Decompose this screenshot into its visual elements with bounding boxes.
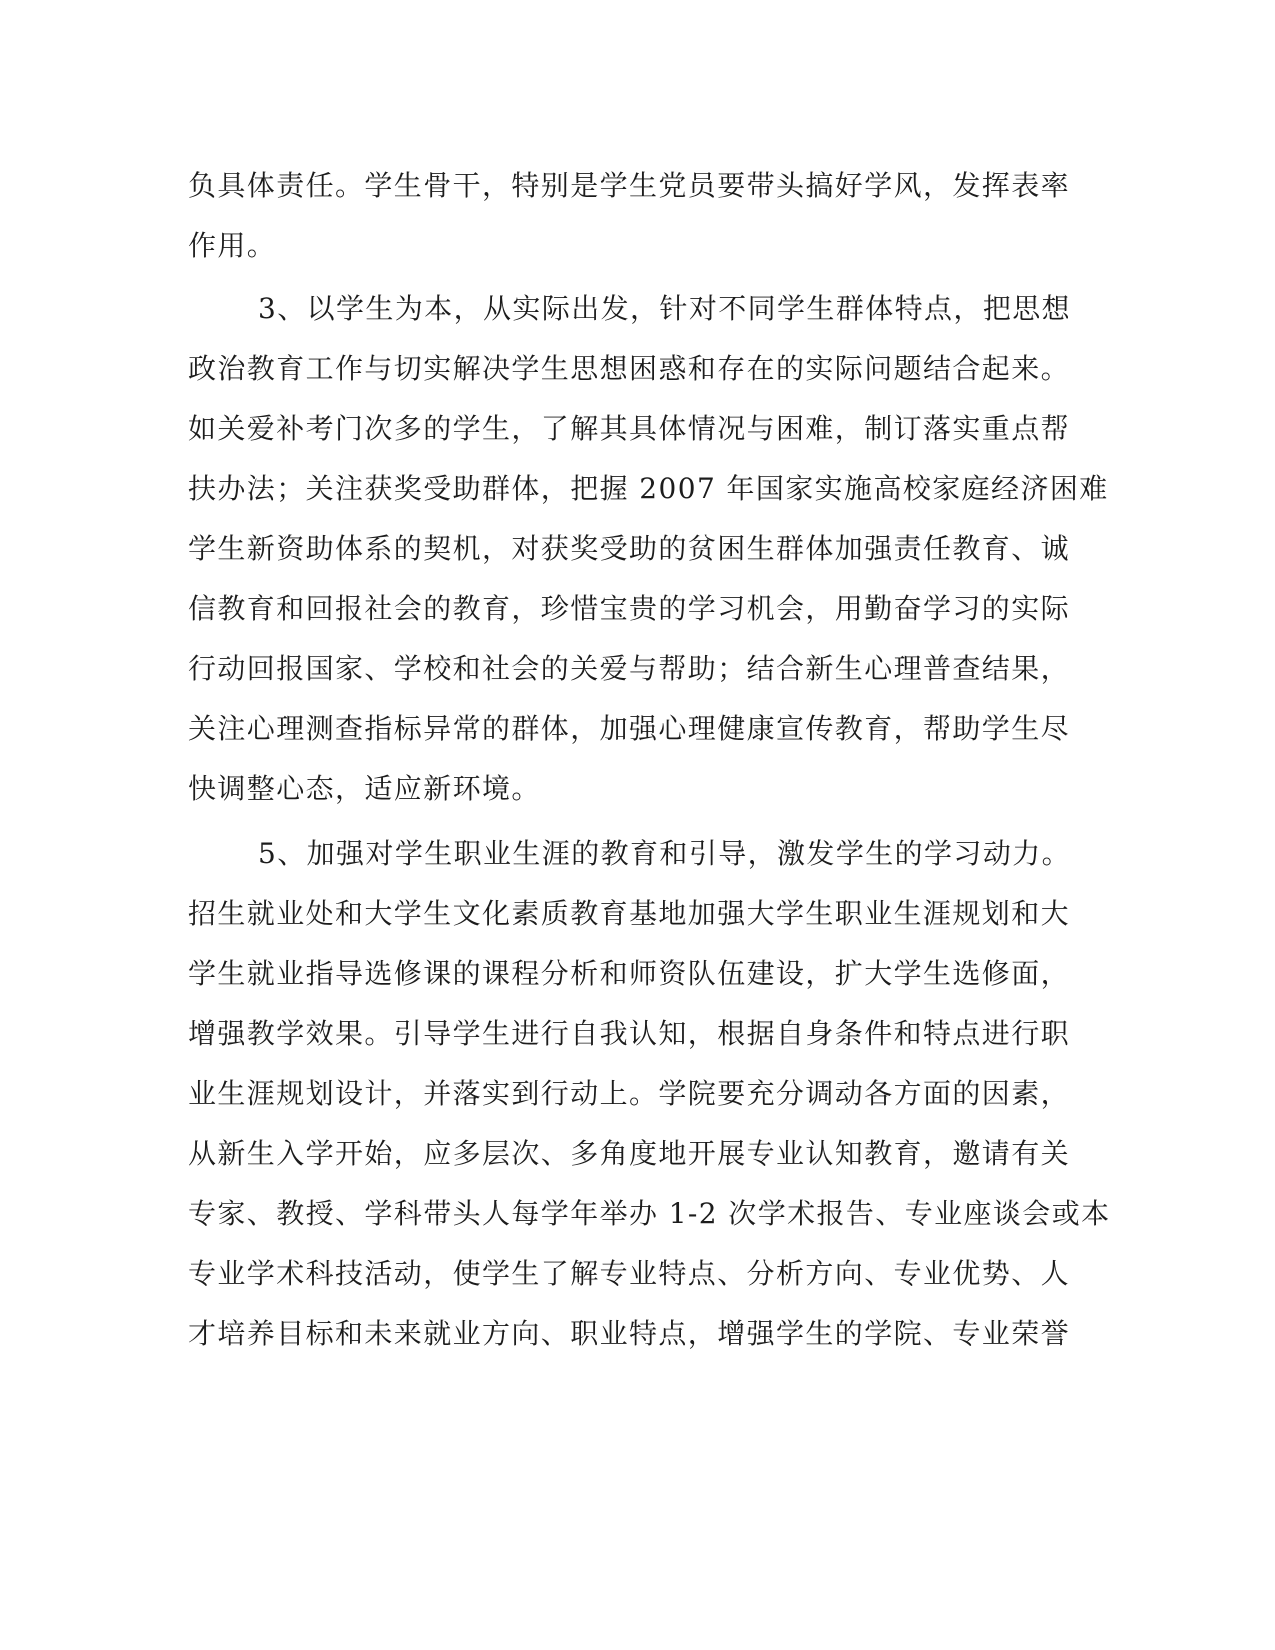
- text-line: 作用。: [188, 229, 277, 262]
- paragraph-5: [188, 824, 1111, 1364]
- paragraph-3: [188, 279, 1109, 819]
- text-line: 3、以学生为本，从实际出发，针对不同学生群体特点，把思想: [258, 292, 1072, 325]
- text-line: 如关爱补考门次多的学生，了解其具体情况与困难，制订落实重点帮: [188, 412, 1071, 445]
- text-line: 负具体责任。学生骨干，特别是学生党员要带头搞好学风，发挥表率: [188, 169, 1071, 202]
- text-line: 行动回报国家、学校和社会的关爱与帮助；结合新生心理普查结果，: [188, 652, 1071, 685]
- text-line: 增强教学效果。引导学生进行自我认知，根据自身条件和特点进行职: [188, 1017, 1071, 1050]
- text-line: 扶办法；关注获奖受助群体，把握 2007 年国家实施高校家庭经济困难: [188, 472, 1109, 505]
- body-text: [188, 156, 1111, 1364]
- text-line: 专业学术科技活动，使学生了解专业特点、分析方向、专业优势、人: [188, 1257, 1071, 1290]
- text-line: 5、加强对学生职业生涯的教育和引导，激发学生的学习动力。: [258, 837, 1072, 870]
- text-line: 招生就业处和大学生文化素质教育基地加强大学生职业生涯规划和大: [188, 897, 1071, 930]
- text-line: 关注心理测查指标异常的群体，加强心理健康宣传教育，帮助学生尽: [188, 712, 1071, 745]
- text-line: 快调整心态，适应新环境。: [188, 772, 541, 805]
- text-line: 学生就业指导选修课的课程分析和师资队伍建设，扩大学生选修面，: [188, 957, 1071, 990]
- text-line: 政治教育工作与切实解决学生思想困惑和存在的实际问题结合起来。: [188, 352, 1071, 385]
- text-line: 从新生入学开始，应多层次、多角度地开展专业认知教育，邀请有关: [188, 1137, 1071, 1170]
- text-line: 才培养目标和未来就业方向、职业特点，增强学生的学院、专业荣誉: [188, 1317, 1071, 1350]
- paragraph-continuation: [188, 156, 1088, 276]
- text-line: 专家、教授、学科带头人每学年举办 1-2 次学术报告、专业座谈会或本: [188, 1197, 1111, 1230]
- text-line: 信教育和回报社会的教育，珍惜宝贵的学习机会，用勤奋学习的实际: [188, 592, 1071, 625]
- text-line: 业生涯规划设计，并落实到行动上。学院要充分调动各方面的因素，: [188, 1077, 1071, 1110]
- text-line: 学生新资助体系的契机，对获奖受助的贫困生群体加强责任教育、诚: [188, 532, 1071, 565]
